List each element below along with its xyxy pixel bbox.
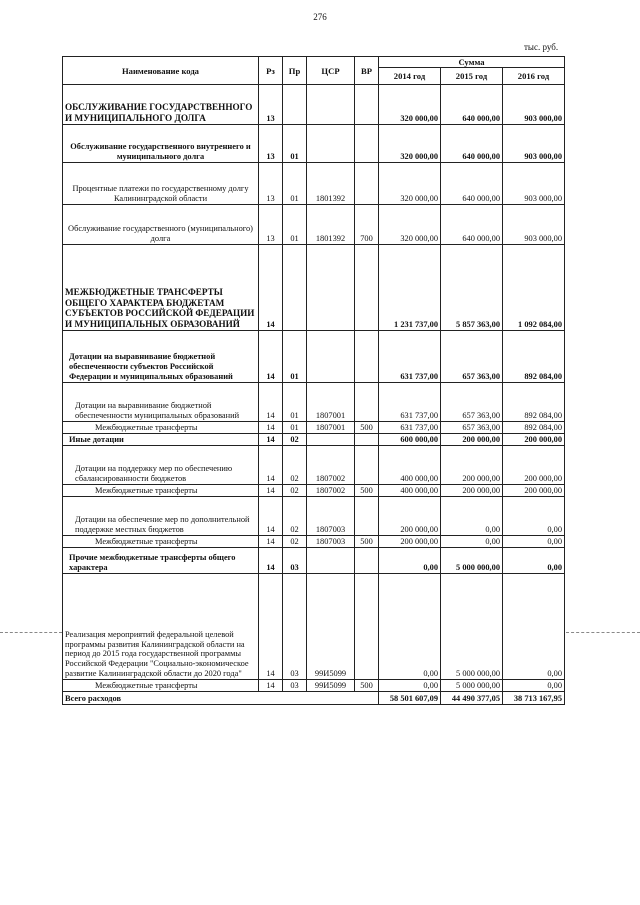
table-row — [63, 536, 565, 548]
row-csr: 1807001 — [307, 383, 355, 422]
col-header-2015: 2015 год — [441, 68, 503, 85]
row-2015: 5 000 000,00 — [441, 574, 503, 680]
row-pr — [283, 245, 307, 331]
row-csr: 1807002 — [307, 446, 355, 485]
row-pr: 03 — [283, 680, 307, 692]
row-2016: 200 000,00 — [503, 485, 565, 497]
row-2014: 320 000,00 — [379, 163, 441, 205]
row-2014: 320 000,00 — [379, 125, 441, 163]
row-rz: 14 — [259, 497, 283, 536]
row-2014: 631 737,00 — [379, 422, 441, 434]
table-row — [63, 163, 565, 205]
scan-fold-line — [566, 632, 640, 633]
row-pr: 03 — [283, 574, 307, 680]
row-vr: 500 — [355, 422, 379, 434]
row-name: Дотации на поддержку мер по обеспечению сбалансированности бюджетов — [63, 446, 259, 485]
row-pr: 02 — [283, 434, 307, 446]
col-header-csr: ЦСР — [307, 57, 355, 85]
row-csr: 1807003 — [307, 536, 355, 548]
table-row — [63, 383, 565, 422]
row-2014: 320 000,00 — [379, 85, 441, 125]
row-pr: 01 — [283, 163, 307, 205]
row-csr: 1807002 — [307, 485, 355, 497]
row-rz: 14 — [259, 680, 283, 692]
row-rz: 14 — [259, 422, 283, 434]
row-2015: 200 000,00 — [441, 485, 503, 497]
row-vr — [355, 434, 379, 446]
scan-fold-line — [0, 632, 62, 633]
row-name: Прочие межбюджетные трансферты общего характера — [63, 548, 259, 574]
row-2014: 400 000,00 — [379, 446, 441, 485]
row-vr — [355, 548, 379, 574]
row-2016: 892 084,00 — [503, 383, 565, 422]
col-header-rz: Рз — [259, 57, 283, 85]
row-csr: 1801392 — [307, 205, 355, 245]
table-row — [63, 574, 565, 680]
row-rz: 14 — [259, 485, 283, 497]
row-2014: 0,00 — [379, 680, 441, 692]
total-2014: 58 501 607,09 — [379, 692, 441, 705]
row-csr: 99И5099 — [307, 680, 355, 692]
row-2015: 657 363,00 — [441, 331, 503, 383]
row-2016: 0,00 — [503, 574, 565, 680]
table-row — [63, 548, 565, 574]
row-2015: 200 000,00 — [441, 446, 503, 485]
row-2016: 892 084,00 — [503, 331, 565, 383]
table-row — [63, 680, 565, 692]
row-name: Реализация мероприятий федеральной целевой программы развития Калининградской области на период до 2015 года государственной программы Российской Федерации "Социально-экономическое развитие Калининградской области до 2020 года" — [63, 574, 259, 680]
row-rz: 14 — [259, 245, 283, 331]
row-2015: 5 857 363,00 — [441, 245, 503, 331]
row-vr: 700 — [355, 205, 379, 245]
row-2015: 640 000,00 — [441, 205, 503, 245]
row-vr: 500 — [355, 536, 379, 548]
table-row — [63, 497, 565, 536]
budget-table — [62, 56, 565, 705]
row-pr: 01 — [283, 205, 307, 245]
table-row — [63, 125, 565, 163]
row-name: Дотации на обеспечение мер по дополнительной поддержке местных бюджетов — [63, 497, 259, 536]
total-row — [63, 692, 565, 705]
row-2014: 0,00 — [379, 574, 441, 680]
table-row — [63, 245, 565, 331]
row-pr: 01 — [283, 125, 307, 163]
row-csr — [307, 548, 355, 574]
col-header-2016: 2016 год — [503, 68, 565, 85]
row-2015: 640 000,00 — [441, 85, 503, 125]
table-row — [63, 85, 565, 125]
row-vr: 500 — [355, 485, 379, 497]
row-name: Межбюджетные трансферты — [63, 680, 259, 692]
col-header-vr: ВР — [355, 57, 379, 85]
row-2016: 0,00 — [503, 497, 565, 536]
row-2016: 0,00 — [503, 680, 565, 692]
row-pr: 03 — [283, 548, 307, 574]
row-2014: 200 000,00 — [379, 497, 441, 536]
row-2015: 0,00 — [441, 497, 503, 536]
row-rz: 14 — [259, 548, 283, 574]
row-rz: 14 — [259, 446, 283, 485]
table-row — [63, 434, 565, 446]
col-header-pr: Пр — [283, 57, 307, 85]
row-rz: 13 — [259, 125, 283, 163]
row-rz: 14 — [259, 574, 283, 680]
row-vr — [355, 497, 379, 536]
row-2014: 600 000,00 — [379, 434, 441, 446]
row-vr — [355, 446, 379, 485]
row-2014: 320 000,00 — [379, 205, 441, 245]
row-rz: 14 — [259, 536, 283, 548]
row-rz: 13 — [259, 85, 283, 125]
row-name: Межбюджетные трансферты — [63, 536, 259, 548]
row-name: Обслуживание государственного (муниципального) долга — [63, 205, 259, 245]
col-header-2014: 2014 год — [379, 68, 441, 85]
row-2016: 903 000,00 — [503, 163, 565, 205]
row-pr: 02 — [283, 446, 307, 485]
row-2015: 640 000,00 — [441, 125, 503, 163]
row-pr: 02 — [283, 536, 307, 548]
row-2014: 631 737,00 — [379, 331, 441, 383]
row-vr — [355, 85, 379, 125]
row-pr — [283, 85, 307, 125]
row-vr — [355, 125, 379, 163]
row-pr: 01 — [283, 422, 307, 434]
page-number: 276 — [313, 12, 327, 22]
row-2016: 200 000,00 — [503, 434, 565, 446]
row-name: МЕЖБЮДЖЕТНЫЕ ТРАНСФЕРТЫ ОБЩЕГО ХАРАКТЕРА БЮДЖЕТАМ СУБЪЕКТОВ РОССИЙСКОЙ ФЕДЕРАЦИИ И МУНИЦИПАЛЬНЫХ ОБРАЗОВАНИЙ — [63, 245, 259, 331]
row-pr: 02 — [283, 485, 307, 497]
row-2014: 1 231 737,00 — [379, 245, 441, 331]
row-csr: 1807001 — [307, 422, 355, 434]
col-header-sum: Сумма — [379, 57, 565, 68]
row-name: ОБСЛУЖИВАНИЕ ГОСУДАРСТВЕННОГО И МУНИЦИПАЛЬНОГО ДОЛГА — [63, 85, 259, 125]
row-vr — [355, 245, 379, 331]
row-name: Межбюджетные трансферты — [63, 422, 259, 434]
row-name: Процентные платежи по государственному долгу Калининградской области — [63, 163, 259, 205]
row-name: Дотации на выравнивание бюджетной обеспеченности субъектов Российской Федерации и муниципальных образований — [63, 331, 259, 383]
row-name: Иные дотации — [63, 434, 259, 446]
row-2014: 400 000,00 — [379, 485, 441, 497]
row-csr: 1801392 — [307, 163, 355, 205]
row-2016: 892 084,00 — [503, 422, 565, 434]
row-2016: 0,00 — [503, 548, 565, 574]
table-row — [63, 485, 565, 497]
units-label: тыс. руб. — [524, 42, 559, 52]
row-2015: 657 363,00 — [441, 383, 503, 422]
row-2015: 200 000,00 — [441, 434, 503, 446]
row-vr — [355, 574, 379, 680]
table-row — [63, 446, 565, 485]
row-vr — [355, 163, 379, 205]
row-name: Межбюджетные трансферты — [63, 485, 259, 497]
row-vr — [355, 331, 379, 383]
col-header-name: Наименование кода — [63, 57, 259, 85]
row-rz: 14 — [259, 331, 283, 383]
row-2016: 200 000,00 — [503, 446, 565, 485]
row-2016: 1 092 084,00 — [503, 245, 565, 331]
row-vr — [355, 383, 379, 422]
row-2014: 631 737,00 — [379, 383, 441, 422]
row-rz: 13 — [259, 205, 283, 245]
table-row — [63, 422, 565, 434]
row-csr: 99И5099 — [307, 574, 355, 680]
row-vr: 500 — [355, 680, 379, 692]
row-2016: 903 000,00 — [503, 205, 565, 245]
total-2016: 38 713 167,95 — [503, 692, 565, 705]
row-csr — [307, 245, 355, 331]
row-csr — [307, 125, 355, 163]
total-2015: 44 490 377,05 — [441, 692, 503, 705]
table-row — [63, 205, 565, 245]
row-pr: 01 — [283, 383, 307, 422]
row-name: Обслуживание государственного внутреннего и муниципального долга — [63, 125, 259, 163]
table-row — [63, 331, 565, 383]
row-2015: 0,00 — [441, 536, 503, 548]
row-csr: 1807003 — [307, 497, 355, 536]
row-csr — [307, 434, 355, 446]
row-2014: 200 000,00 — [379, 536, 441, 548]
row-pr: 01 — [283, 331, 307, 383]
row-2015: 5 000 000,00 — [441, 680, 503, 692]
row-name: Дотации на выравнивание бюджетной обеспеченности муниципальных образований — [63, 383, 259, 422]
row-pr: 02 — [283, 497, 307, 536]
row-2016: 903 000,00 — [503, 125, 565, 163]
row-csr — [307, 331, 355, 383]
total-label: Всего расходов — [63, 692, 379, 705]
row-2015: 657 363,00 — [441, 422, 503, 434]
row-rz: 13 — [259, 163, 283, 205]
row-2016: 0,00 — [503, 536, 565, 548]
row-2016: 903 000,00 — [503, 85, 565, 125]
row-2015: 5 000 000,00 — [441, 548, 503, 574]
row-rz: 14 — [259, 434, 283, 446]
row-csr — [307, 85, 355, 125]
row-2014: 0,00 — [379, 548, 441, 574]
row-rz: 14 — [259, 383, 283, 422]
row-2015: 640 000,00 — [441, 163, 503, 205]
